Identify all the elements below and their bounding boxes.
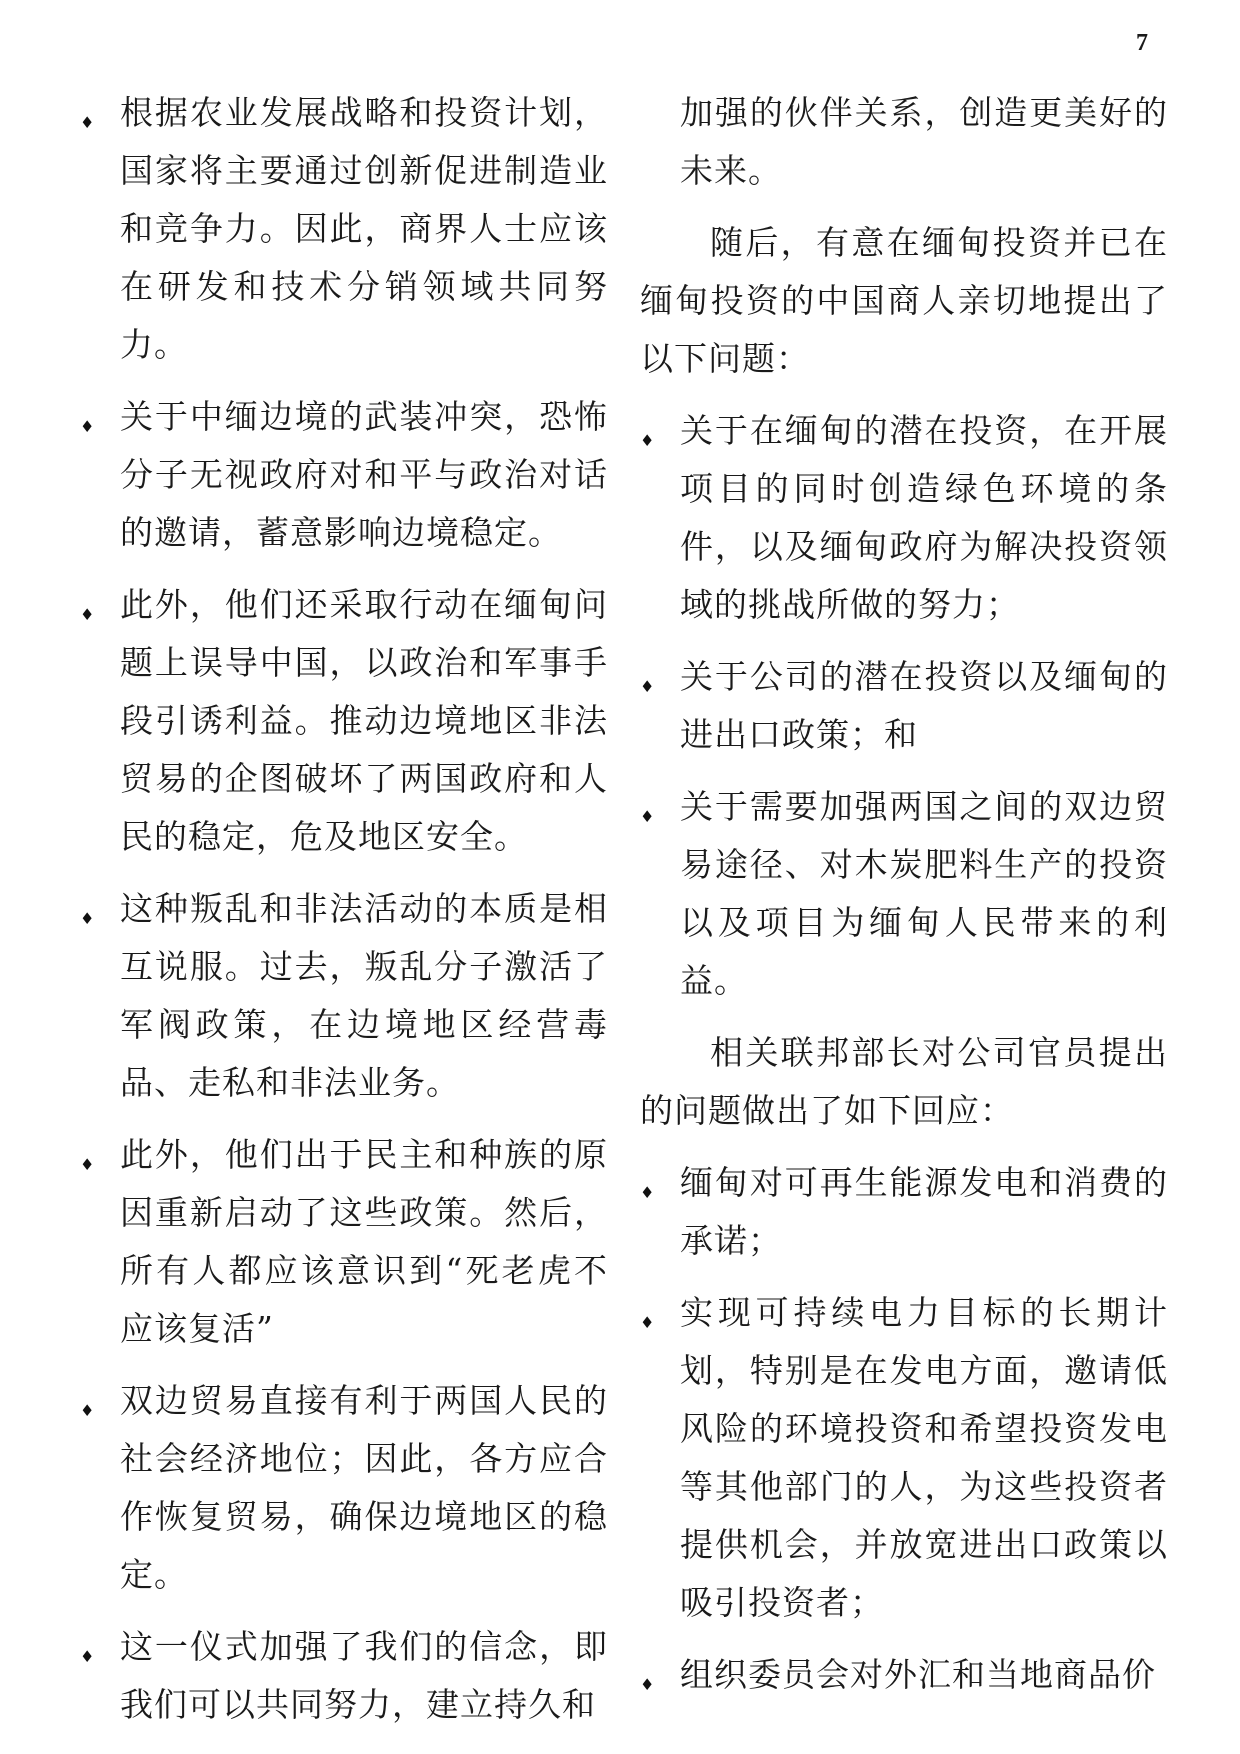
diamond-bullet-icon: ♦ — [640, 807, 655, 826]
list-item-text: 缅甸对可再生能源发电和消费的承诺； — [680, 1163, 1168, 1260]
list-item — [640, 402, 1168, 634]
list-item — [640, 778, 1168, 1010]
diamond-bullet-icon: ♦ — [640, 1313, 655, 1332]
diamond-bullet-icon: ♦ — [640, 677, 655, 696]
list-item — [80, 84, 608, 374]
list-item — [640, 1646, 1168, 1714]
paragraph-responses-intro: 相关联邦部长对公司官员提出的问题做出了如下回应： — [640, 1033, 1168, 1130]
list-item — [80, 880, 608, 1112]
diamond-bullet-icon: ♦ — [640, 1675, 655, 1694]
list-item — [640, 1284, 1168, 1632]
list-item-text: 双边贸易直接有利于两国人民的社会经济地位；因此，各方应合作恢复贸易，确保边境地区的稳定。 — [120, 1381, 608, 1594]
left-bullet-list — [80, 84, 608, 1734]
list-item-text: 这种叛乱和非法活动的本质是相互说服。过去，叛乱分子激活了军阀政策，在边境地区经营毒品、走私和非法业务。 — [120, 889, 608, 1102]
list-item-text: 根据农业发展战略和投资计划，国家将主要通过创新促进制造业和竞争力。因此，商界人士应该在研发和技术分销领域共同努力。 — [120, 93, 608, 364]
diamond-bullet-icon: ♦ — [640, 431, 655, 450]
questions-list — [640, 402, 1168, 1010]
diamond-bullet-icon: ♦ — [640, 1183, 655, 1202]
list-item-text: 组织委员会对外汇和当地商品价 — [680, 1655, 1156, 1694]
right-column — [640, 84, 1168, 1728]
list-item-text: 关于公司的潜在投资以及缅甸的进出口政策；和 — [680, 657, 1168, 754]
list-item-text: 关于中缅边境的武装冲突，恐怖分子无视政府对和平与政治对话的邀请，蓄意影响边境稳定。 — [120, 397, 608, 552]
list-item — [80, 576, 608, 866]
left-column — [80, 84, 608, 1748]
diamond-bullet-icon: ♦ — [80, 1647, 95, 1666]
list-item — [80, 1126, 608, 1358]
continued-text: 加强的伙伴关系，创造更美好的未来。 — [680, 93, 1168, 190]
diamond-bullet-icon: ♦ — [80, 417, 95, 436]
diamond-bullet-icon: ♦ — [80, 605, 95, 624]
list-item-text: 关于需要加强两国之间的双边贸易途径、对木炭肥料生产的投资以及项目为缅甸人民带来的利益。 — [680, 787, 1168, 1000]
list-item-text: 关于在缅甸的潜在投资，在开展项目的同时创造绿色环境的条件，以及缅甸政府为解决投资领域的挑战所做的努力； — [680, 411, 1168, 624]
diamond-bullet-icon: ♦ — [80, 1401, 95, 1420]
list-item — [640, 648, 1168, 764]
list-item — [80, 1372, 608, 1604]
responses-list — [640, 1154, 1168, 1714]
diamond-bullet-icon: ♦ — [80, 909, 95, 928]
list-item-text: 此外，他们出于民主和种族的原因重新启动了这些政策。然后，所有人都应该意识到“死老虎不应该复活” — [120, 1135, 608, 1348]
page-number: 7 — [1136, 30, 1148, 56]
diamond-bullet-icon: ♦ — [80, 1155, 95, 1174]
list-item-text: 实现可持续电力目标的长期计划，特别是在发电方面，邀请低风险的环境投资和希望投资发电等其他部门的人，为这些投资者提供机会，并放宽进出口政策以吸引投资者； — [680, 1293, 1168, 1622]
list-item — [80, 1618, 608, 1734]
list-item — [640, 1154, 1168, 1270]
paragraph-questions-intro: 随后，有意在缅甸投资并已在缅甸投资的中国商人亲切地提出了以下问题： — [640, 223, 1168, 378]
list-item — [80, 388, 608, 562]
list-item-text: 这一仪式加强了我们的信念，即我们可以共同努力，建立持久和 — [120, 1627, 608, 1724]
diamond-bullet-icon: ♦ — [80, 113, 95, 132]
list-item-text: 此外，他们还采取行动在缅甸问题上误导中国，以政治和军事手段引诱利益。推动边境地区非法贸易的企图破坏了两国政府和人民的稳定，危及地区安全。 — [120, 585, 608, 856]
